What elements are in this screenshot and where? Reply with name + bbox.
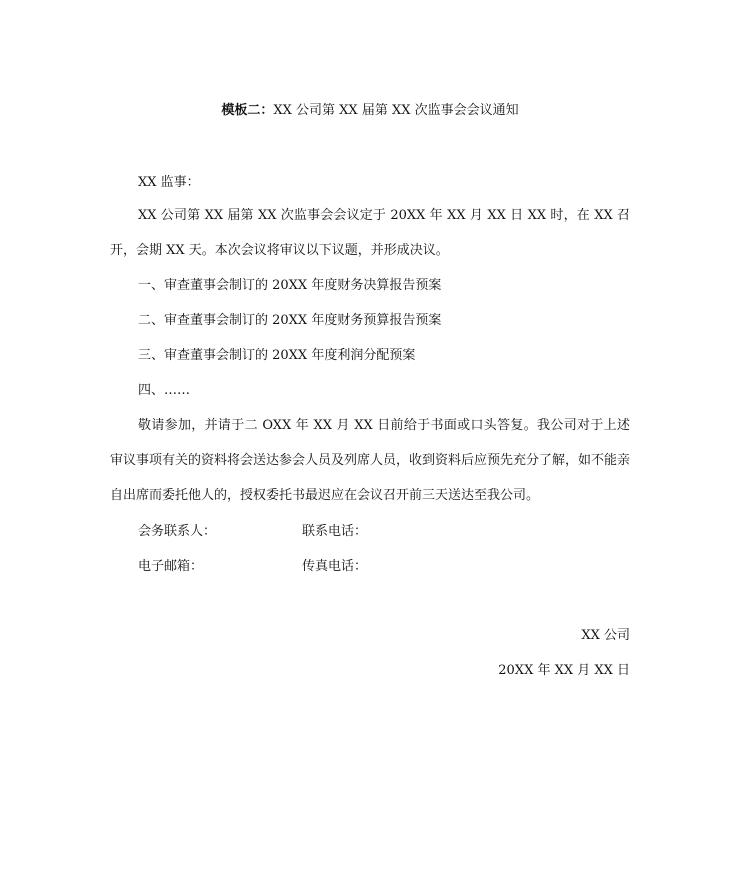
intro-paragraph: XX 公司第 XX 届第 XX 次监事会会议定于 20XX 年 XX 月 XX 日 XX 时，在 XX 召开，会期 XX 天。本次会议将审议以下议题，并形成决议。 — [110, 208, 630, 258]
email-label: 电子邮箱： — [138, 559, 204, 574]
invitation-paragraph: 敬请参加，并请于二 OXX 年 XX 月 XX 日前给于书面或口头答复。我公司对于上述审议事项有关的资料将会送达参会人员及列席人员，收到资料后应预先充分了解，如不能亲自出席而委托他人的，授权委托书最迟应在会议召开前三天送达至我公司。 — [110, 418, 631, 503]
agenda-item-3: 三、审查董事会制订的 20XX 年度利润分配预案 — [138, 348, 416, 363]
title-prefix: 模板二： — [221, 103, 274, 118]
signature-company: XX 公司 — [581, 628, 630, 643]
document-title — [0, 101, 740, 121]
phone-label: 联系电话： — [302, 524, 368, 539]
agenda-item-4: 四、…… — [138, 383, 191, 398]
contact-person-label: 会务联系人： — [138, 524, 217, 539]
fax-label: 传真电话： — [302, 559, 368, 574]
salutation: XX 监事： — [138, 175, 200, 190]
title-text: XX 公司第 XX 届第 XX 次监事会会议通知 — [273, 103, 519, 118]
agenda-item-2: 二、审查董事会制订的 20XX 年度财务预算报告预案 — [138, 313, 442, 328]
agenda-item-1: 一、审查董事会制订的 20XX 年度财务决算报告预案 — [138, 278, 442, 293]
signature-date: 20XX 年 XX 月 XX 日 — [498, 663, 630, 678]
